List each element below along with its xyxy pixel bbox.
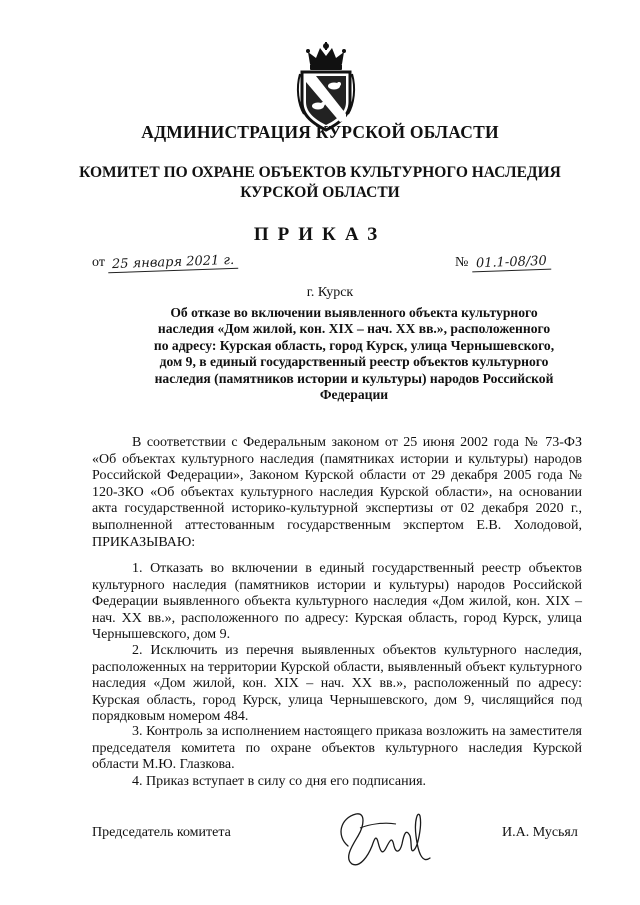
order-item-2: 2. Исключить из перечня выявленных объектов культурного наследия, расположенных на территории Курской области, выявленный объект культурного наследия «Дом жилой, кон. XIX – нач. XX вв.», расположенный по адресу: Курская область, город Курск, улица Чернышевского, дом 9, числящийся под порядковым номером 484. bbox=[92, 643, 582, 725]
date-prefix: от bbox=[92, 255, 105, 270]
committee-title-line1: КОМИТЕТ ПО ОХРАНЕ ОБЪЕКТОВ КУЛЬТУРНОГО НАСЛЕДИЯ bbox=[79, 164, 561, 181]
order-item-1: 1. Отказать во включении в единый государственный реестр объектов культурного наследия (памятников истории и культуры) народов Российской Федерации выявленного объекта культурного наследия «Дом жилой, кон. XIX – нач. XX вв.», расположенного по адресу: Курская область, город Курск, улица Чернышевского, дом 9. bbox=[92, 561, 582, 643]
date-line bbox=[92, 252, 239, 273]
order-subject-title: Об отказе во включении выявленного объекта культурного наследия «Дом жилой, кон. XIX – нач. XX вв.», расположенного по адресу: Курская область, город Курск, улица Чернышевского, дом 9, в единый государственный реестр объектов культурного наследия (памятников истории и культуры) народов Российской Федерации bbox=[153, 305, 555, 403]
handwritten-number: 01.1-08/30 bbox=[472, 254, 551, 273]
order-item-3: 3. Контроль за исполнением настоящего приказа возложить на заместителя председателя комитета по охране объектов культурного наследия Курской области М.Ю. Глазкова. bbox=[92, 724, 582, 773]
document-type-heading: ПРИКАЗ bbox=[253, 224, 387, 245]
handwritten-signature-icon bbox=[330, 806, 440, 872]
signatory-position: Председатель комитета bbox=[92, 825, 231, 840]
number-line bbox=[455, 255, 551, 271]
preamble-paragraph: В соответствии с Федеральным законом от 25 июня 2002 года № 73-ФЗ «Об объектах культурного наследия (памятниках истории и культуры) народов Российской Федерации», Законом Курской области от 29 декабря 2005 года № 120-ЗКО «Об объектах культурного наследия Курской области», на основании акта государственной историко-культурной экспертизы от 02 декабря 2020 г., выполненной аттестованным государственным экспертом Е.В. Холодовой, ПРИКАЗЫВАЮ: bbox=[92, 435, 582, 550]
city-label: г. Курск bbox=[306, 285, 354, 300]
coat-of-arms-icon bbox=[296, 42, 356, 132]
number-prefix: № bbox=[455, 255, 469, 270]
administration-title: АДМИНИСТРАЦИЯ КУРСКОЙ ОБЛАСТИ bbox=[141, 122, 499, 142]
signatory-name: И.А. Мусьял bbox=[502, 825, 578, 840]
committee-title-line2: КУРСКОЙ ОБЛАСТИ bbox=[240, 184, 400, 201]
handwritten-date: 25 января 2021 г. bbox=[108, 253, 239, 274]
committee-title bbox=[0, 163, 640, 203]
order-item-4: 4. Приказ вступает в силу со дня его подписания. bbox=[132, 774, 427, 789]
